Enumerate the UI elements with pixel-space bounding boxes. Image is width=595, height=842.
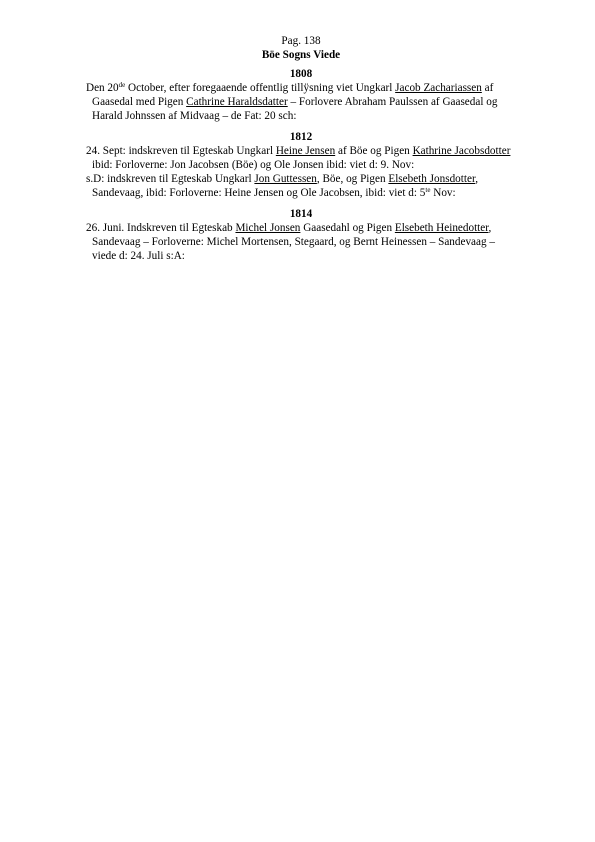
entry-text: 24. Sept: indskreven til Egteskab Ungkarl <box>86 145 276 157</box>
section-1812 <box>86 130 516 200</box>
record-entry <box>86 144 516 172</box>
record-entry <box>86 172 516 200</box>
entry-text: – Forlovere Abraham Paulssen af Gaasedal og Harald Johnssen af Midvaag – de Fat: 20 sch: <box>92 96 498 122</box>
section-1814 <box>86 207 516 263</box>
entry-text: ibid: Forloverne: Jon Jacobsen (Böe) og Ole Jonsen ibid: viet d: 9. Nov: <box>92 159 415 171</box>
year-heading: 1808 <box>289 68 313 80</box>
entry-text: af Böe og Pigen <box>335 145 413 157</box>
record-entry <box>86 81 516 123</box>
entry-text: s.D: indskreven til Egteskab Ungkarl <box>86 173 255 185</box>
name-underlined: Jon Guttessen <box>254 173 317 185</box>
entry-text: October, efter foregaaende offentlig tillÿsning viet Ungkarl <box>125 82 396 94</box>
entry-text: Nov: <box>430 187 456 199</box>
entry-text: af Gaasedal med Pigen <box>92 82 494 108</box>
entry-text: , Sandevaag – Forloverne: Michel Mortensen, Stegaard, og Bernt Heinessen – Sandevaag – viede d: 24. Juli s:A: <box>92 222 495 262</box>
name-underlined: Elsebeth Jonsdotter <box>388 173 476 185</box>
entry-text: , Sandevaag, ibid: Forloverne: Heine Jensen og Ole Jacobsen, ibid: viet d: 5 <box>92 173 479 199</box>
page-number: Pag. 138 <box>281 35 321 47</box>
entry-text: 26. Juni. Indskreven til Egteskab <box>86 222 236 234</box>
name-underlined: Elsebeth Heinedotter <box>394 222 489 234</box>
ordinal-suffix: te <box>425 186 431 194</box>
entry-text: , Böe, og Pigen <box>316 173 389 185</box>
year-heading: 1814 <box>289 208 313 220</box>
page-title: Böe Sogns Viede <box>261 49 341 61</box>
ordinal-suffix: de <box>118 81 126 89</box>
name-underlined: Kathrine Jacobsdotter <box>412 145 511 157</box>
year-heading: 1812 <box>289 131 313 143</box>
name-underlined: Heine Jensen <box>275 145 336 157</box>
document-page <box>86 34 516 270</box>
entry-text: Gaasedahl og Pigen <box>300 222 395 234</box>
name-underlined: Michel Jonsen <box>235 222 301 234</box>
section-1808 <box>86 67 516 123</box>
name-underlined: Cathrine Haraldsdatter <box>186 96 288 108</box>
record-entry <box>86 221 516 263</box>
entry-text: Den 20 <box>86 82 119 94</box>
name-underlined: Jacob Zachariassen <box>395 82 482 94</box>
